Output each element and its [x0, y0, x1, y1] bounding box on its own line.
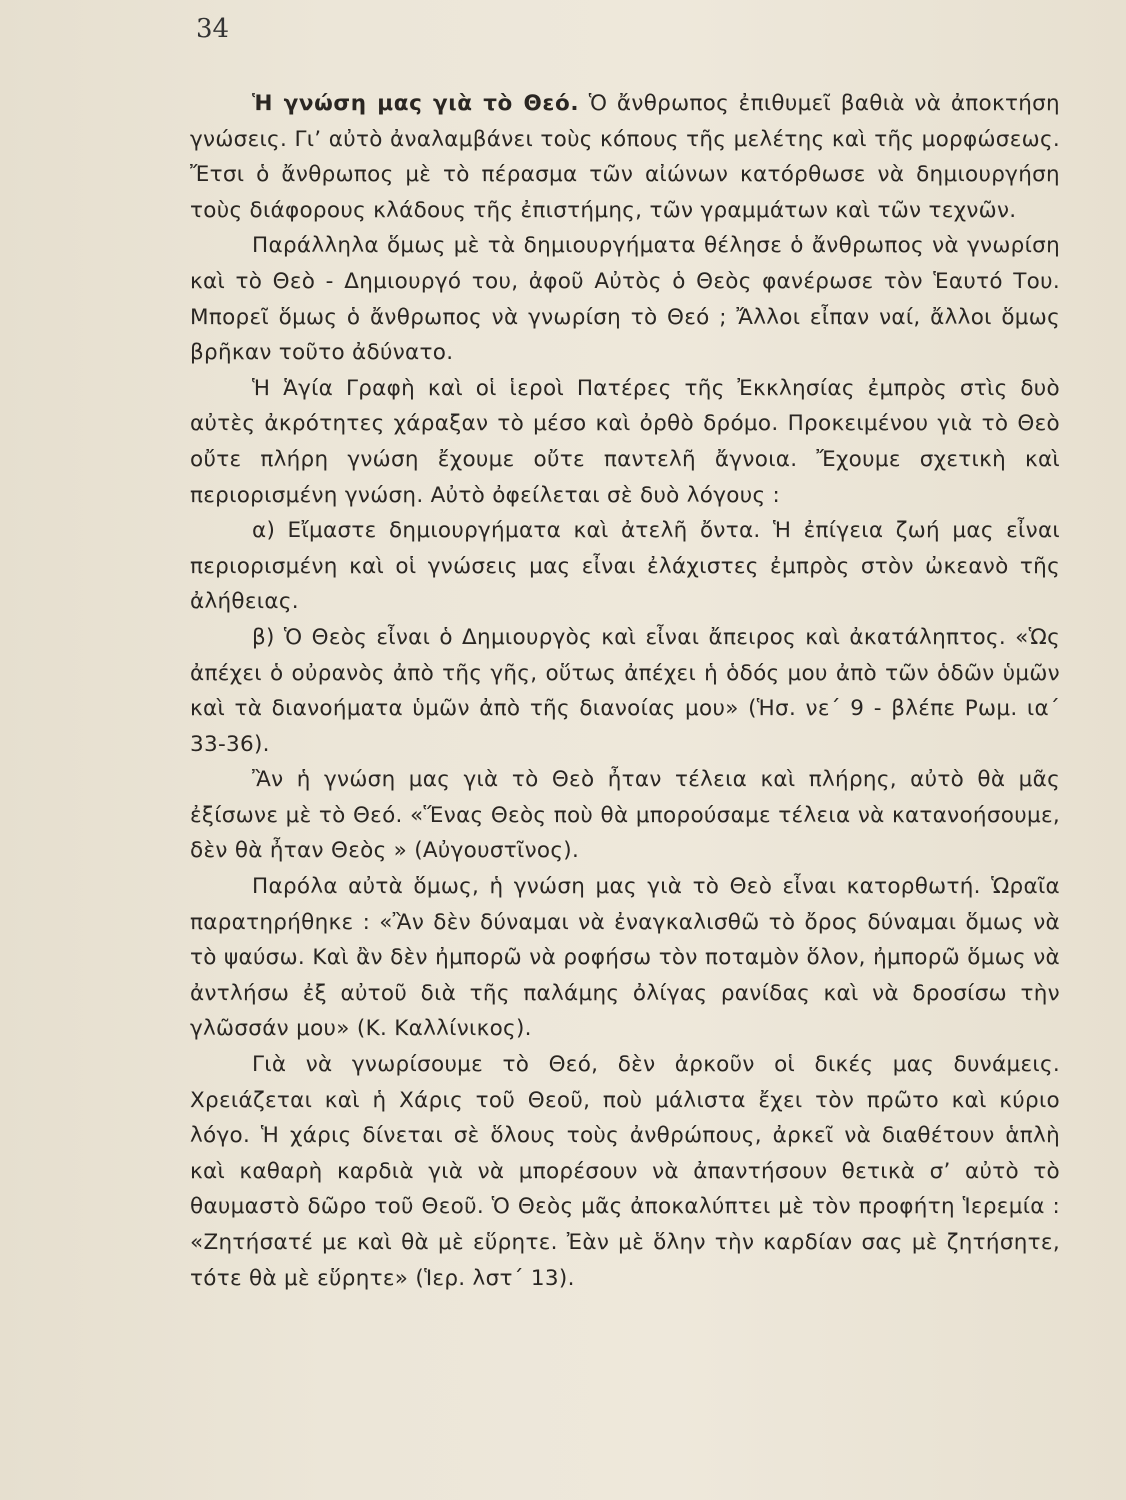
paragraph-4: α) Εἴμαστε δημιουργήματα καὶ ἀτελῆ ὄντα. Ἡ ἐπίγεια ζωή μας εἶναι περιορισμένη καὶ οἱ γνώσεις μας εἶναι ἐλάχιστες ἐμπρὸς στὸν ὠκεανὸ τῆς ἀλήθειας.: [190, 518, 1060, 615]
paragraph-5: β) Ὁ Θεὸς εἶναι ὁ Δημιουργὸς καὶ εἶναι ἄπειρος καὶ ἀκατάληπτος. «Ὡς ἀπέχει ὁ οὐρανὸς ἀπὸ τῆς γῆς, οὕτως ἀπέχει ἡ ὁδός μου ἀπὸ τῶν ὁδῶν ὑμῶν καὶ τὰ διανοήματα ὑμῶν ἀπὸ τῆς διανοίας μου» (Ἡσ. νε΄ 9 - βλέπε Ρωμ. ια΄ 33-36).: [190, 624, 1060, 757]
page-number: 34: [196, 14, 230, 44]
paragraph-6: Ἂν ἡ γνώση μας γιὰ τὸ Θεὸ ἦταν τέλεια καὶ πλήρης, αὐτὸ θὰ μᾶς ἐξίσωνε μὲ τὸ Θεό. «Ἕνας Θεὸς ποὺ θὰ μπορούσαμε τέλεια νὰ κατανοήσουμε, δὲν θὰ ἦταν Θεὸς » (Αὐγουστῖνος).: [190, 767, 1060, 864]
paragraph-7: Παρόλα αὐτὰ ὅμως, ἡ γνώση μας γιὰ τὸ Θεὸ εἶναι κατορθωτή. Ὡραῖα παρατηρήθηκε : «Ἂν δὲν δύναμαι νὰ ἐναγκαλισθῶ τὸ ὄρος δύναμαι ὅμως νὰ τὸ ψαύσω. Καὶ ἂν δὲν ἠμπορῶ νὰ ροφήσω τὸν ποταμὸν ὅλον, ἠμπορῶ ὅμως νὰ ἀντλήσω ἐξ αὐτοῦ διὰ τῆς παλάμης ὀλίγας ρανίδας καὶ νὰ δροσίσω τὴν γλῶσσάν μου» (Κ. Καλλίνικος).: [190, 874, 1060, 1042]
paragraph-1: [190, 86, 1060, 228]
paragraph-2: Παράλληλα ὅμως μὲ τὰ δημιουργήματα θέλησε ὁ ἄνθρωπος νὰ γνωρίση καὶ τὸ Θεὸ - Δημιουργό του, ἀφοῦ Αὐτὸς ὁ Θεὸς φανέρωσε τὸν Ἑαυτό Του. Μπορεῖ ὅμως ὁ ἄνθρωπος νὰ γνωρίση τὸ Θεό ; Ἄλλοι εἶπαν ναί, ἄλλοι ὅμως βρῆκαν τοῦτο ἀδύνατο.: [190, 233, 1060, 366]
body-text: [190, 86, 1060, 1296]
paragraph-3: Ἡ Ἁγία Γραφὴ καὶ οἱ ἱεροὶ Πατέρες τῆς Ἐκκλησίας ἐμπρὸς στὶς δυὸ αὐτὲς ἀκρότητες χάραξαν τὸ μέσο καὶ ὀρθὸ δρόμο. Προκειμένου γιὰ τὸ Θεὸ οὔτε πλήρη γνώση ἔχουμε οὔτε παντελῆ ἄγνοια. Ἔχουμε σχετικὴ καὶ περιορισμένη γνώση. Αὐτὸ ὀφείλεται σὲ δυὸ λόγους :: [190, 375, 1060, 508]
section-heading: Ἡ γνώση μας γιὰ τὸ Θεό.: [252, 91, 580, 116]
paragraph-text: Ὁ ἄνθρωπος ἐπιθυμεῖ βαθιὰ νὰ ἀποκτήση γνώσεις. Γι’ αὐτὸ ἀναλαμβάνει τοὺς κόπους τῆς μελέτης καὶ τῆς μορφώσεως. Ἔτσι ὁ ἄνθρωπος μὲ τὸ πέρασμα τῶν αἰώνων κατόρθωσε νὰ δημιουργήση τοὺς διάφορους κλάδους τῆς ἐπιστήμης, τῶν γραμμάτων καὶ τῶν τεχνῶν.: [190, 91, 1060, 223]
paragraph-8: Γιὰ νὰ γνωρίσουμε τὸ Θεό, δὲν ἀρκοῦν οἱ δικές μας δυνάμεις. Χρειάζεται καὶ ἡ Χάρις τοῦ Θεοῦ, ποὺ μάλιστα ἔχει τὸν πρῶτο καὶ κύριο λόγο. Ἡ χάρις δίνεται σὲ ὅλους τοὺς ἀνθρώπους, ἀρκεῖ νὰ διαθέτουν ἁπλὴ καὶ καθαρὴ καρδιὰ γιὰ νὰ μπορέσουν νὰ ἀπαντήσουν θετικὰ σ’ αὐτὸ τὸ θαυμαστὸ δῶρο τοῦ Θεοῦ. Ὁ Θεὸς μᾶς ἀποκαλύπτει μὲ τὸν προφήτη Ἱερεμία : «Ζητήσατέ με καὶ θὰ μὲ εὕρητε. Ἐὰν μὲ ὅλην τὴν καρδίαν σας μὲ ζητήσητε, τότε θὰ μὲ εὕρητε» (Ἱερ. λστ΄ 13).: [190, 1052, 1060, 1291]
